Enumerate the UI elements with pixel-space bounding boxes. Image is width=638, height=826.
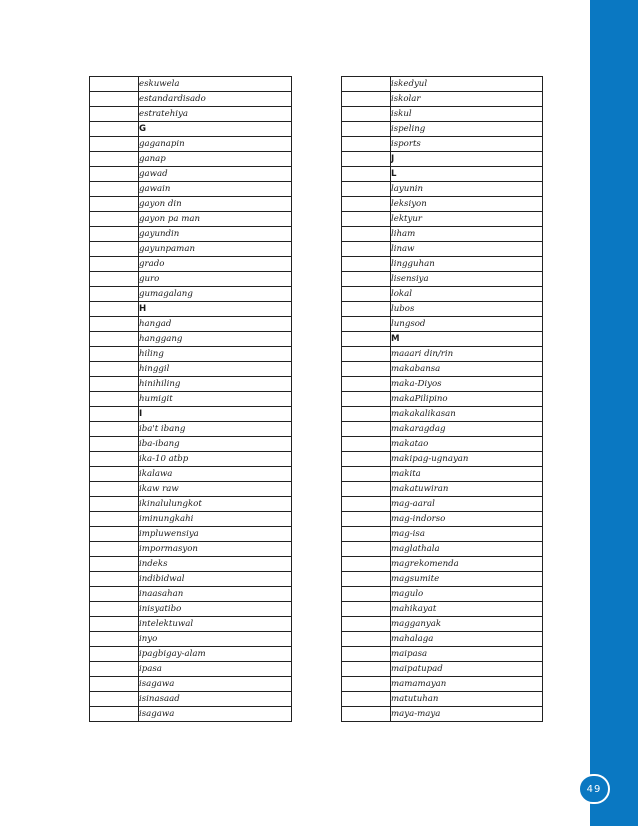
word-row	[90, 242, 292, 257]
word-row	[90, 362, 292, 377]
row-gutter	[90, 677, 139, 692]
word-row	[342, 212, 543, 227]
word-entry: mag-indorso	[391, 512, 543, 527]
word-row	[342, 272, 543, 287]
word-entry: maipatupad	[391, 662, 543, 677]
word-row	[342, 377, 543, 392]
word-entry: isagawa	[139, 707, 292, 722]
row-gutter	[90, 212, 139, 227]
word-entry: gawad	[139, 167, 292, 182]
word-row	[90, 122, 292, 137]
row-gutter	[342, 362, 391, 377]
word-entry: matutuhan	[391, 692, 543, 707]
row-gutter	[90, 392, 139, 407]
word-row	[342, 302, 543, 317]
word-row	[342, 317, 543, 332]
word-row	[90, 77, 292, 92]
word-entry: isports	[391, 137, 543, 152]
word-entry: intelektuwal	[139, 617, 292, 632]
word-row	[342, 437, 543, 452]
word-entry: maipasa	[391, 647, 543, 662]
word-entry: humigit	[139, 392, 292, 407]
row-gutter	[90, 257, 139, 272]
row-gutter	[90, 407, 139, 422]
word-entry: ikaw raw	[139, 482, 292, 497]
word-list-right-body	[342, 77, 543, 722]
word-row	[342, 527, 543, 542]
row-gutter	[342, 602, 391, 617]
row-gutter	[342, 422, 391, 437]
word-entry: linaw	[391, 242, 543, 257]
row-gutter	[342, 137, 391, 152]
row-gutter	[342, 227, 391, 242]
row-gutter	[342, 392, 391, 407]
word-entry: lungsod	[391, 317, 543, 332]
word-row	[342, 137, 543, 152]
word-row	[90, 377, 292, 392]
word-entry: grado	[139, 257, 292, 272]
word-entry: lektyur	[391, 212, 543, 227]
word-row	[342, 617, 543, 632]
row-gutter	[90, 647, 139, 662]
word-row	[90, 437, 292, 452]
row-gutter	[342, 452, 391, 467]
word-entry: lokal	[391, 287, 543, 302]
row-gutter	[342, 572, 391, 587]
word-row	[342, 422, 543, 437]
word-entry: makabansa	[391, 362, 543, 377]
word-row	[342, 557, 543, 572]
word-entry: gayunpaman	[139, 242, 292, 257]
word-row	[342, 452, 543, 467]
row-gutter	[90, 542, 139, 557]
row-gutter	[342, 287, 391, 302]
row-gutter	[90, 602, 139, 617]
word-row	[90, 467, 292, 482]
row-gutter	[342, 212, 391, 227]
row-gutter	[342, 677, 391, 692]
row-gutter	[342, 242, 391, 257]
row-gutter	[90, 632, 139, 647]
row-gutter	[342, 632, 391, 647]
row-gutter	[342, 527, 391, 542]
word-row	[90, 152, 292, 167]
word-entry: iba-ibang	[139, 437, 292, 452]
word-entry: indibidwal	[139, 572, 292, 587]
row-gutter	[342, 332, 391, 347]
word-entry: makaragdag	[391, 422, 543, 437]
word-entry: ipagbigay-alam	[139, 647, 292, 662]
word-row	[90, 272, 292, 287]
word-entry: makaPilipino	[391, 392, 543, 407]
word-row	[90, 182, 292, 197]
word-entry: hiling	[139, 347, 292, 362]
row-gutter	[342, 707, 391, 722]
row-gutter	[90, 302, 139, 317]
word-row	[90, 542, 292, 557]
row-gutter	[90, 167, 139, 182]
word-row	[342, 257, 543, 272]
row-gutter	[342, 617, 391, 632]
row-gutter	[90, 362, 139, 377]
word-row	[342, 77, 543, 92]
word-entry: inyo	[139, 632, 292, 647]
row-gutter	[342, 377, 391, 392]
word-row	[342, 242, 543, 257]
word-row	[342, 107, 543, 122]
row-gutter	[342, 692, 391, 707]
word-row	[342, 692, 543, 707]
word-list-left-body	[90, 77, 292, 722]
row-gutter	[342, 512, 391, 527]
word-list-right	[341, 76, 543, 722]
row-gutter	[342, 77, 391, 92]
row-gutter	[90, 107, 139, 122]
row-gutter	[90, 692, 139, 707]
word-entry: iskedyul	[391, 77, 543, 92]
row-gutter	[90, 242, 139, 257]
word-entry: magulo	[391, 587, 543, 602]
word-entry: isinasaad	[139, 692, 292, 707]
page-edge-band	[590, 0, 638, 826]
word-row	[90, 212, 292, 227]
word-row	[342, 227, 543, 242]
word-row	[90, 527, 292, 542]
row-gutter	[342, 662, 391, 677]
word-row	[90, 167, 292, 182]
word-row	[342, 512, 543, 527]
word-entry: mahalaga	[391, 632, 543, 647]
word-row	[342, 122, 543, 137]
word-row	[90, 332, 292, 347]
row-gutter	[90, 122, 139, 137]
word-entry: gawain	[139, 182, 292, 197]
word-row	[342, 602, 543, 617]
word-row	[90, 512, 292, 527]
word-row	[342, 347, 543, 362]
row-gutter	[342, 152, 391, 167]
word-entry: leksiyon	[391, 197, 543, 212]
word-row	[342, 182, 543, 197]
row-gutter	[342, 272, 391, 287]
word-entry: liham	[391, 227, 543, 242]
word-row	[90, 632, 292, 647]
row-gutter	[90, 137, 139, 152]
word-entry: mag-isa	[391, 527, 543, 542]
word-row	[90, 197, 292, 212]
row-gutter	[342, 467, 391, 482]
word-row	[342, 662, 543, 677]
word-entry: magganyak	[391, 617, 543, 632]
row-gutter	[90, 272, 139, 287]
word-row	[342, 707, 543, 722]
row-gutter	[342, 302, 391, 317]
word-row	[90, 422, 292, 437]
word-row	[90, 92, 292, 107]
word-entry: makakalikasan	[391, 407, 543, 422]
word-entry: impluwensiya	[139, 527, 292, 542]
word-row	[342, 167, 543, 182]
row-gutter	[342, 317, 391, 332]
word-row	[342, 542, 543, 557]
row-gutter	[342, 587, 391, 602]
word-entry: gayundin	[139, 227, 292, 242]
word-row	[90, 587, 292, 602]
word-row	[90, 347, 292, 362]
word-row	[90, 572, 292, 587]
word-entry: hinggil	[139, 362, 292, 377]
row-gutter	[90, 497, 139, 512]
word-entry: inaasahan	[139, 587, 292, 602]
word-entry: guro	[139, 272, 292, 287]
row-gutter	[90, 587, 139, 602]
word-entry: lubos	[391, 302, 543, 317]
word-entry: hangad	[139, 317, 292, 332]
row-gutter	[342, 482, 391, 497]
row-gutter	[342, 407, 391, 422]
word-row	[342, 677, 543, 692]
word-entry: indeks	[139, 557, 292, 572]
row-gutter	[90, 317, 139, 332]
row-gutter	[342, 437, 391, 452]
row-gutter	[90, 512, 139, 527]
word-row	[90, 662, 292, 677]
word-entry: gayon pa man	[139, 212, 292, 227]
word-row	[342, 362, 543, 377]
word-entry: maya-maya	[391, 707, 543, 722]
row-gutter	[342, 497, 391, 512]
word-row	[342, 92, 543, 107]
word-row	[342, 467, 543, 482]
word-entry: makita	[391, 467, 543, 482]
word-entry: makatao	[391, 437, 543, 452]
word-entry: makatuwiran	[391, 482, 543, 497]
row-gutter	[90, 572, 139, 587]
word-entry: iba't ibang	[139, 422, 292, 437]
word-row	[90, 482, 292, 497]
word-row	[90, 257, 292, 272]
row-gutter	[90, 557, 139, 572]
word-entry: inisyatibo	[139, 602, 292, 617]
word-entry: isagawa	[139, 677, 292, 692]
letter-heading: G	[139, 122, 292, 137]
word-entry: maaari din/rin	[391, 347, 543, 362]
page-number-badge: 49	[578, 774, 610, 804]
word-entry: ikalawa	[139, 467, 292, 482]
word-entry: ikinalulungkot	[139, 497, 292, 512]
word-row	[90, 617, 292, 632]
word-row	[90, 707, 292, 722]
word-row	[342, 497, 543, 512]
row-gutter	[90, 152, 139, 167]
word-entry: iskul	[391, 107, 543, 122]
word-row	[90, 497, 292, 512]
word-row	[90, 452, 292, 467]
word-entry: estandardisado	[139, 92, 292, 107]
word-row	[90, 647, 292, 662]
row-gutter	[342, 167, 391, 182]
word-row	[90, 227, 292, 242]
word-entry: impormasyon	[139, 542, 292, 557]
word-row	[90, 557, 292, 572]
word-row	[342, 332, 543, 347]
word-entry: hinihiling	[139, 377, 292, 392]
word-entry: gumagalang	[139, 287, 292, 302]
row-gutter	[90, 467, 139, 482]
row-gutter	[342, 122, 391, 137]
word-row	[90, 692, 292, 707]
word-entry: gayon din	[139, 197, 292, 212]
row-gutter	[342, 107, 391, 122]
word-row	[342, 407, 543, 422]
row-gutter	[90, 707, 139, 722]
row-gutter	[90, 347, 139, 362]
letter-heading: I	[139, 407, 292, 422]
word-row	[342, 392, 543, 407]
row-gutter	[90, 617, 139, 632]
row-gutter	[90, 422, 139, 437]
word-row	[342, 587, 543, 602]
word-entry: ispeling	[391, 122, 543, 137]
word-entry: ipasa	[139, 662, 292, 677]
word-entry: magsumite	[391, 572, 543, 587]
word-row	[342, 572, 543, 587]
word-entry: estratehiya	[139, 107, 292, 122]
row-gutter	[342, 347, 391, 362]
row-gutter	[90, 287, 139, 302]
word-entry: magrekomenda	[391, 557, 543, 572]
word-entry: maglathala	[391, 542, 543, 557]
word-row	[342, 287, 543, 302]
word-entry: ganap	[139, 152, 292, 167]
word-entry: mag-aaral	[391, 497, 543, 512]
row-gutter	[90, 77, 139, 92]
word-row	[90, 392, 292, 407]
letter-heading: L	[391, 167, 543, 182]
word-entry: iminungkahi	[139, 512, 292, 527]
row-gutter	[90, 197, 139, 212]
word-entry: mamamayan	[391, 677, 543, 692]
word-row	[342, 152, 543, 167]
row-gutter	[90, 482, 139, 497]
word-row	[90, 107, 292, 122]
row-gutter	[342, 647, 391, 662]
word-entry: layunin	[391, 182, 543, 197]
row-gutter	[90, 527, 139, 542]
word-entry: mahikayat	[391, 602, 543, 617]
word-row	[342, 647, 543, 662]
letter-heading: J	[391, 152, 543, 167]
row-gutter	[90, 182, 139, 197]
row-gutter	[342, 92, 391, 107]
word-row	[342, 197, 543, 212]
word-entry: ika-10 atbp	[139, 452, 292, 467]
word-row	[90, 677, 292, 692]
row-gutter	[342, 182, 391, 197]
letter-heading: M	[391, 332, 543, 347]
word-entry: lingguhan	[391, 257, 543, 272]
word-row	[90, 602, 292, 617]
row-gutter	[90, 452, 139, 467]
word-row	[90, 287, 292, 302]
row-gutter	[90, 437, 139, 452]
row-gutter	[342, 257, 391, 272]
row-gutter	[90, 227, 139, 242]
word-row	[90, 302, 292, 317]
word-entry: hanggang	[139, 332, 292, 347]
word-row	[90, 317, 292, 332]
row-gutter	[342, 542, 391, 557]
word-row	[342, 632, 543, 647]
row-gutter	[90, 92, 139, 107]
word-entry: lisensiya	[391, 272, 543, 287]
row-gutter	[90, 332, 139, 347]
row-gutter	[342, 197, 391, 212]
word-entry: iskolar	[391, 92, 543, 107]
word-row	[90, 407, 292, 422]
word-entry: gaganapin	[139, 137, 292, 152]
word-entry: maka-Diyos	[391, 377, 543, 392]
word-row	[90, 137, 292, 152]
word-entry: eskuwela	[139, 77, 292, 92]
letter-heading: H	[139, 302, 292, 317]
row-gutter	[90, 662, 139, 677]
word-list-left	[89, 76, 292, 722]
row-gutter	[90, 377, 139, 392]
row-gutter	[342, 557, 391, 572]
word-row	[342, 482, 543, 497]
word-entry: makipag-ugnayan	[391, 452, 543, 467]
